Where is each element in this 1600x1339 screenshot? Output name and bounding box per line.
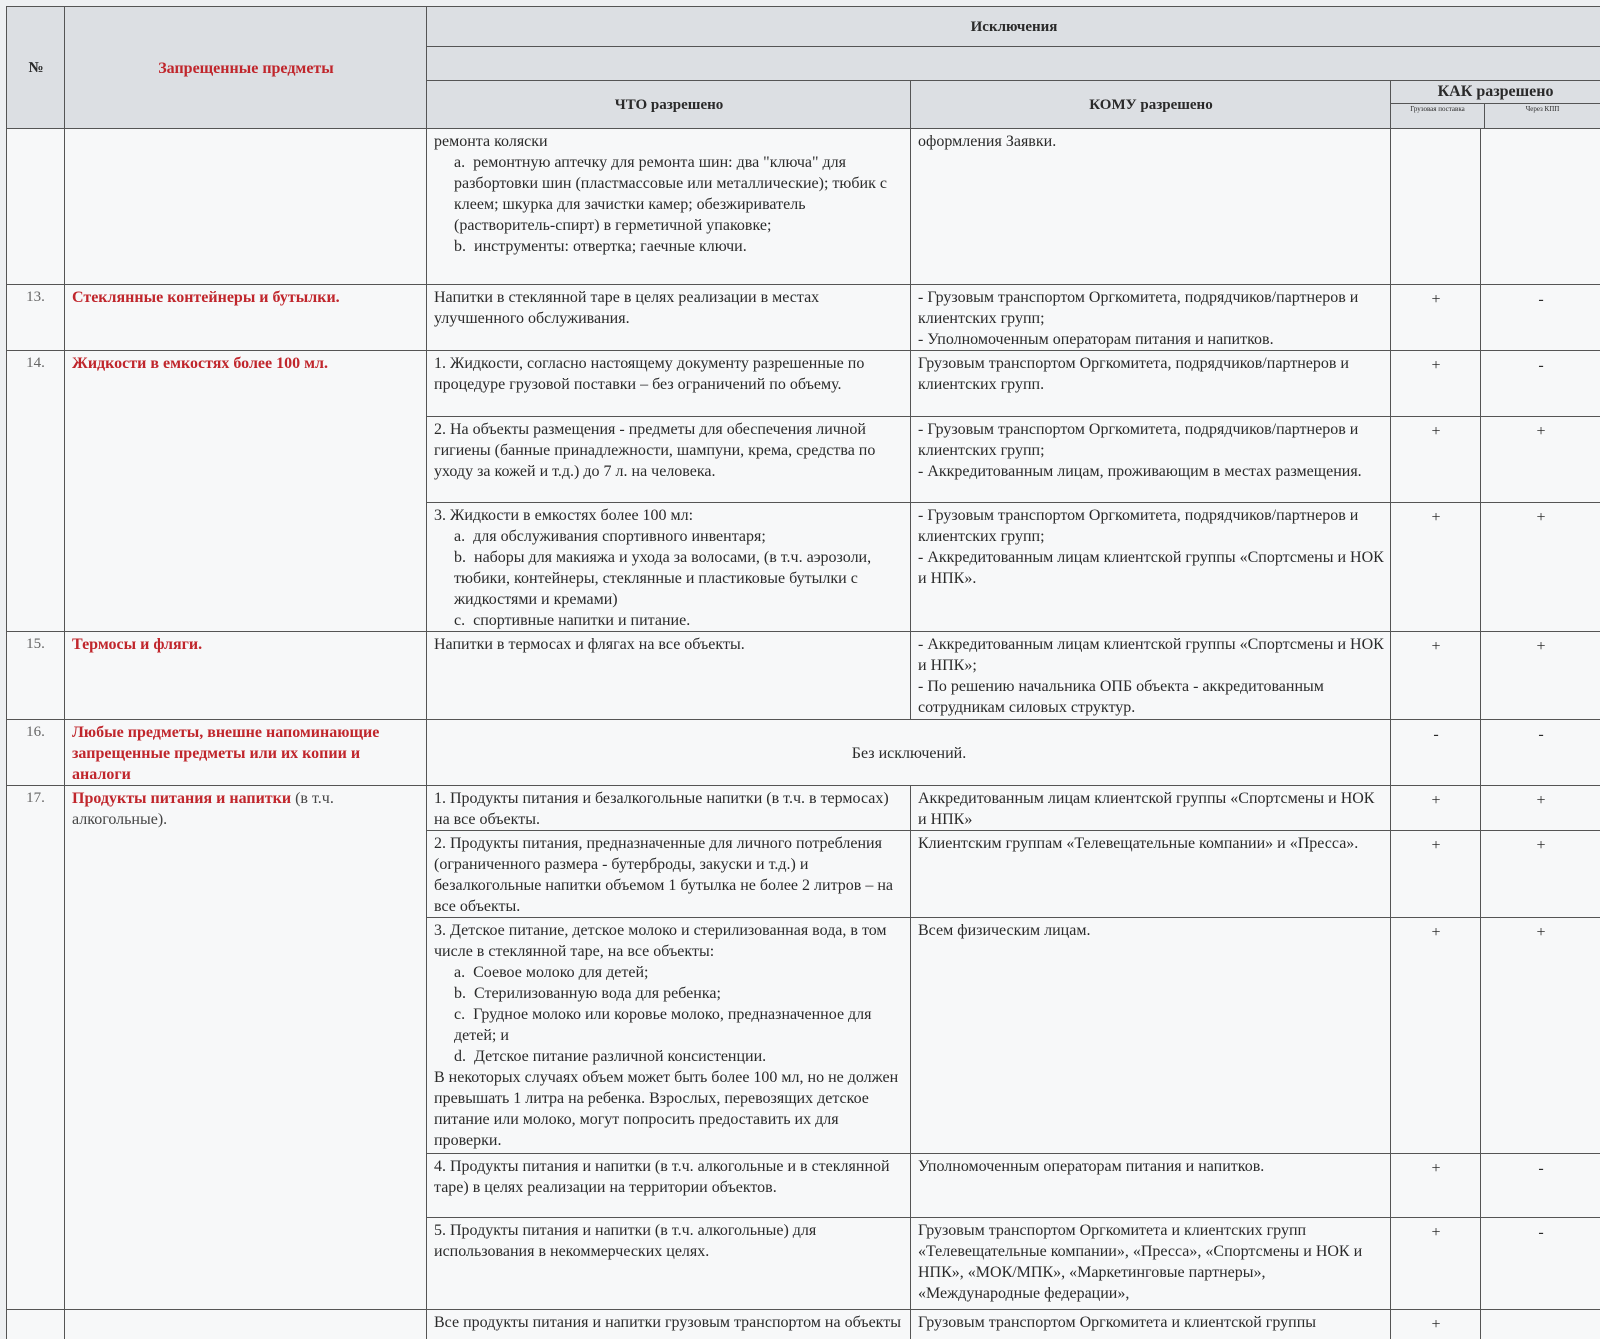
row-what-cell [427, 503, 911, 632]
table-body [7, 129, 1600, 1310]
whom-line: - Грузовым транспортом Оргкомитета, подрядчиков/партнеров и клиентских групп; [918, 507, 1359, 545]
whom-line: - Уполномоченным операторам питания и напитков. [918, 331, 1274, 348]
cargo-sign: + [1391, 285, 1481, 351]
what-line: ремонта коляски [434, 133, 548, 150]
row-number-cell: 16. [7, 720, 65, 786]
cargo-sign: + [1391, 632, 1481, 720]
table-row [7, 720, 1600, 786]
what-line: 2. Продукты питания, предназначенные для личного потребления (ограниченного размера - бутерброды, закуски и т.д.) и безалкогольные напитки объемом 1 бутылка не более 2 литров – на все объекты. [434, 835, 893, 915]
row-number-cell [7, 129, 65, 285]
row-number-cell: 17. [7, 786, 65, 1310]
row-item-cell [65, 129, 427, 285]
row-item-cell [65, 786, 427, 1310]
what-line: b. инструменты: отвертка; гаечные ключи. [454, 238, 747, 255]
kpp-sign: + [1481, 786, 1600, 831]
whom-line: - Аккредитованным лицам клиентской группы «Спортсмены и НОК и НПК»; [918, 636, 1384, 674]
row-what-cell [427, 1218, 911, 1310]
what-line: 1. Продукты питания и безалкогольные напитки (в т.ч. в термосах) на все объекты. [434, 790, 889, 828]
whom-line: - Аккредитованным лицам, проживающим в местах размещения. [918, 463, 1362, 480]
cargo-sign: + [1391, 351, 1481, 417]
item-name: Жидкости в емкостях более 100 мл. [72, 355, 329, 372]
what-line: a. ремонтную аптечку для ремонта шин: два "ключа" для разбортовки шин (пластмассовые или металлические); тюбик с клеем; шкурка для зачистки камер; обезжириватель (растворитель-спирт) в герметичной упаковке; [454, 154, 887, 234]
table-row [7, 632, 1600, 720]
row-item-cell: Любые предметы, внешне напоминающие запрещенные предметы или их копии и аналоги [65, 720, 427, 786]
item-name: Продукты питания и напитки [72, 790, 292, 807]
document-page [6, 6, 1600, 1339]
item-name: Термосы и фляги. [72, 636, 203, 653]
row-item-cell [65, 1310, 427, 1339]
whom-line: Клиентским группам «Телевещательные компании» и «Пресса». [918, 835, 1359, 852]
what-line: b. Стерилизованную вода для ребенка; [454, 985, 721, 1002]
cargo-sign: + [1391, 417, 1481, 503]
item-name: Стеклянные контейнеры и бутылки. [72, 289, 340, 306]
row-kpp-cell [1481, 129, 1600, 285]
row-number-cell [7, 1310, 65, 1339]
what-line: Напитки в стеклянной таре в целях реализации в местах улучшенного обслуживания. [434, 289, 820, 327]
kpp-sign: - [1481, 351, 1600, 417]
cargo-sign: + [1391, 1218, 1481, 1310]
what-line: 4. Продукты питания и напитки (в т.ч. алкогольные и в стеклянной таре) в целях реализации на территории объектов. [434, 1158, 890, 1196]
cargo-sign: + [1391, 786, 1481, 831]
what-line: d. Детское питание различной консистенции. [454, 1048, 767, 1065]
kpp-sign: - [1481, 1218, 1600, 1310]
row-item-cell [65, 632, 427, 720]
row-what-cell [427, 285, 911, 351]
header-how-label: КАК разрешено [1391, 81, 1600, 104]
header-exceptions: Исключения [427, 7, 1600, 47]
header-how-cargo: Грузовая поставка [1391, 104, 1485, 128]
row-what-cell [427, 632, 911, 720]
kpp-sign: + [1481, 632, 1600, 720]
row-whom-cell [911, 1218, 1391, 1310]
whom-line: Грузовым транспортом Оргкомитета и клиентских групп «Телевещательные компании», «Пресса», «Спортсмены и НОК и НПК», «МОК/МПК», «Маркетинговые партнеры», «Международные федерации», [918, 1222, 1363, 1302]
row-whom-cell [911, 918, 1391, 1154]
row-18-partial [7, 1310, 1600, 1339]
row-cargo-cell [1391, 129, 1481, 285]
row-whom-cell [911, 503, 1391, 632]
whom-line: - Грузовым транспортом Оргкомитета, подрядчиков/партнеров и клиентских групп; [918, 289, 1359, 327]
what-line: b. наборы для макияжа и ухода за волосами, (в т.ч. аэрозоли, тюбики, контейнеры, стеклянные и пластиковые бутылки с жидкостями и кремами) [454, 549, 872, 608]
table-row [7, 351, 1600, 417]
cargo-sign: + [1391, 918, 1481, 1154]
row-whom-cell [911, 285, 1391, 351]
kpp-sign: + [1481, 918, 1600, 1154]
what-line: 1. Жидкости, согласно настоящему документу разрешенные по процедуре грузовой поставки – без ограничений по объему. [434, 355, 865, 393]
cargo-sign: + [1391, 831, 1481, 918]
what-line: Напитки в термосах и флягах на все объекты. [434, 636, 745, 653]
cargo-sign: + [1391, 1154, 1481, 1218]
cargo-sign: + [1391, 503, 1481, 632]
row-what-cell [427, 786, 911, 831]
item-note: (в т.ч. алкогольные). [72, 790, 334, 828]
whom-line: - Грузовым транспортом Оргкомитета, подрядчиков/партнеров и клиентских групп; [918, 421, 1359, 459]
row-whom-cell [911, 632, 1391, 720]
row-what-cell [427, 417, 911, 503]
row-exception-merged-cell: Без исключений. [427, 720, 1391, 786]
table-row [7, 1310, 1600, 1339]
whom-line: Аккредитованным лицам клиентской группы «Спортсмены и НОК и НПК» [918, 790, 1375, 828]
kpp-sign: + [1481, 503, 1600, 632]
header-prohibited-items: Запрещенные предметы [65, 7, 427, 129]
row-what-cell [427, 918, 911, 1154]
row-whom-cell [911, 417, 1391, 503]
header-whom-allowed: КОМУ разрешено [911, 81, 1391, 129]
table-row [7, 129, 1600, 285]
kpp-sign: - [1481, 285, 1600, 351]
what-line: 5. Продукты питания и напитки (в т.ч. алкогольные) для использования в некоммерческих целях. [434, 1222, 817, 1260]
whom-line: - Аккредитованным лицам клиентской группы «Спортсмены и НОК и НПК». [918, 549, 1384, 587]
cargo-sign: + [1391, 1310, 1481, 1339]
row-what-cell: Все продукты питания и напитки грузовым транспортом на объекты [427, 1310, 911, 1339]
row-what-cell [427, 129, 911, 285]
row-whom-cell: оформления Заявки. [911, 129, 1391, 285]
row-whom-cell [911, 1154, 1391, 1218]
row-whom-cell [911, 831, 1391, 918]
table-row [7, 285, 1600, 351]
what-line: c. спортивные напитки и питание. [454, 612, 691, 629]
what-line: 2. На объекты размещения - предметы для обеспечения личной гигиены (банные принадлежности, шампуни, крема, средства по уходу за кожей и т.д.) до 7 л. на человека. [434, 421, 876, 480]
what-line: a. для обслуживания спортивного инвентаря; [454, 528, 766, 545]
kpp-sign [1481, 1310, 1600, 1339]
row-number-cell: 15. [7, 632, 65, 720]
row-number-cell: 14. [7, 351, 65, 632]
row-item-cell [65, 351, 427, 632]
header-how-kpp: Через КПП [1525, 105, 1560, 113]
header-number: № [7, 7, 65, 129]
prohibited-items-table [6, 6, 1600, 1339]
row-number-cell: 13. [7, 285, 65, 351]
row-what-cell [427, 351, 911, 417]
kpp-sign: + [1481, 831, 1600, 918]
kpp-sign: - [1481, 720, 1600, 786]
header-what-allowed: ЧТО разрешено [427, 81, 911, 129]
kpp-sign: + [1481, 417, 1600, 503]
row-whom-cell [911, 351, 1391, 417]
header-exceptions-spacer [427, 47, 1600, 81]
kpp-sign: - [1481, 1154, 1600, 1218]
row-what-cell [427, 1154, 911, 1218]
whom-line: Уполномоченным операторам питания и напитков. [918, 1158, 1265, 1175]
what-line: В некоторых случаях объем может быть более 100 мл, но не должен превышать 1 литра на ребенка. Взрослых, перевозящих детское питание или молоко, могут попросить предоставить их для проверки. [434, 1069, 899, 1149]
row-item-cell [65, 285, 427, 351]
cargo-sign: - [1391, 720, 1481, 786]
what-line: 3. Детское питание, детское молоко и стерилизованная вода, в том числе в стеклянной таре, на все объекты: [434, 922, 887, 960]
whom-line: - По решению начальника ОПБ объекта - аккредитованным сотрудникам силовых структур. [918, 678, 1324, 716]
row-whom-cell [911, 786, 1391, 831]
what-line: c. Грудное молоко или коровье молоко, предназначенное для детей; и [454, 1006, 872, 1044]
table-row [7, 786, 1600, 831]
whom-line: Грузовым транспортом Оргкомитета, подрядчиков/партнеров и клиентских групп. [918, 355, 1349, 393]
what-line: 3. Жидкости в емкостях более 100 мл: [434, 507, 694, 524]
row-what-cell [427, 831, 911, 918]
what-line: a. Соевое молоко для детей; [454, 964, 649, 981]
row-whom-cell: Грузовым транспортом Оргкомитета и клиентской группы [911, 1310, 1391, 1339]
header-how-allowed [1391, 81, 1600, 129]
whom-line: Всем физическим лицам. [918, 922, 1091, 939]
